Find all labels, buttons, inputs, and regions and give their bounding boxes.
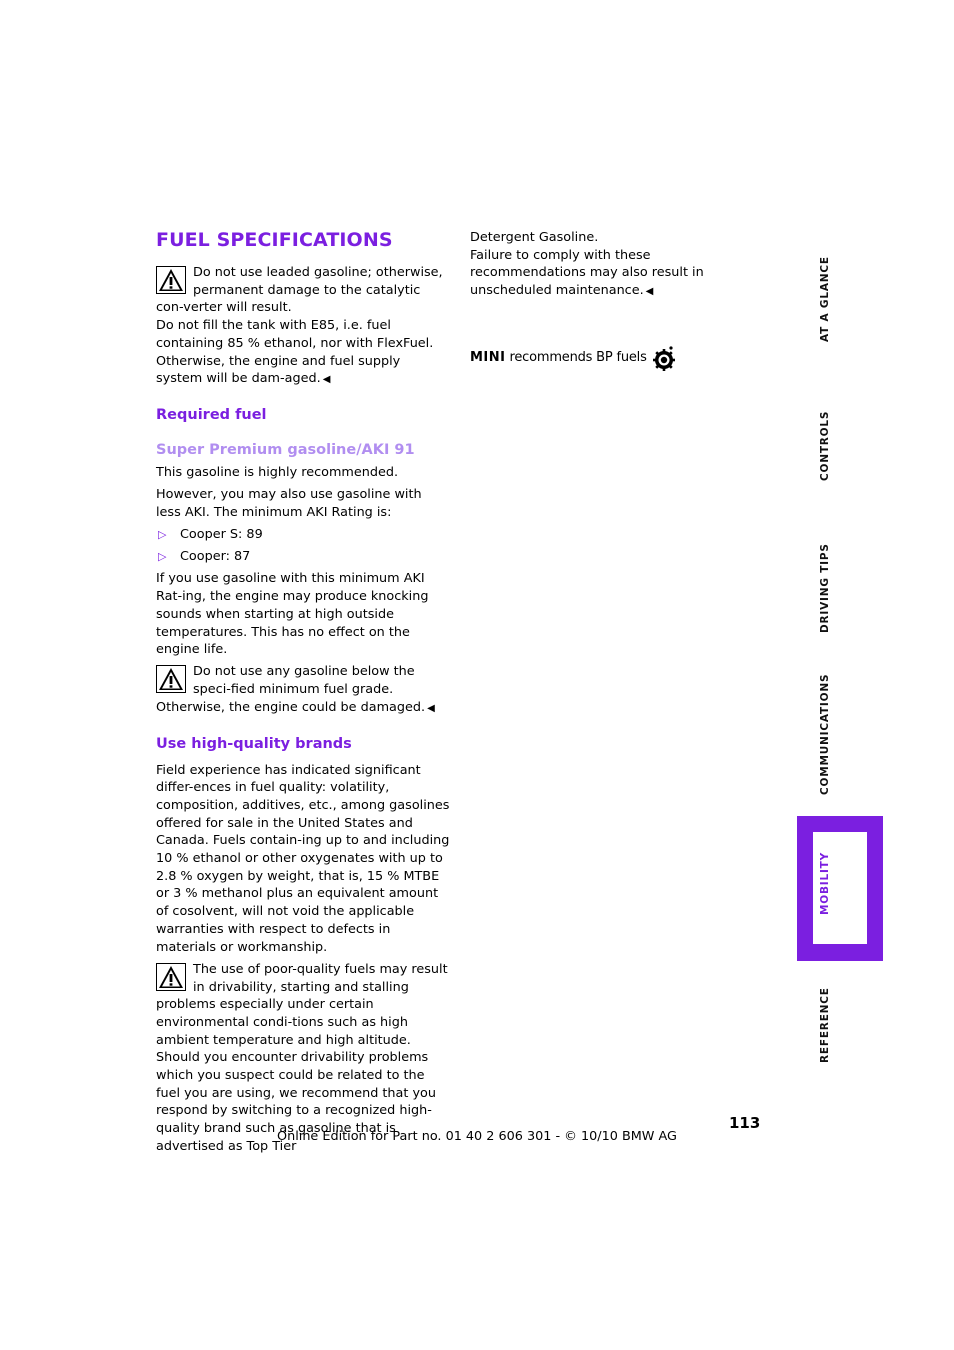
- list-item: ▷ Cooper S: 89: [158, 527, 263, 543]
- warning-leaded-fuel: [156, 264, 450, 389]
- warning-triangle-icon: [156, 963, 186, 991]
- tab-at-a-glance[interactable]: AT A GLANCE: [819, 256, 831, 342]
- warning-text: Should you encounter drivability problems which you suspect could be related to the fuel you are using, we recommend that you respond by switching to a recognized high-quality brand such as gasoline that is advertised as Top Tier: [156, 1050, 436, 1154]
- paragraph: This gasoline is highly recommended.: [156, 464, 399, 480]
- tab-mobility[interactable]: MOBILITY: [819, 851, 831, 915]
- warning-triangle-icon: [156, 665, 186, 693]
- footer: Online Edition for Part no. 01 40 2 606 301 - © 10/10 BMW AG: [277, 1129, 677, 1144]
- triangle-bullet-icon: ▷: [158, 528, 167, 542]
- warning-text: The use of poor-quality fuels may result in drivability, starting and stalling problems especially under certain environmental condi-tions such as high ambient temperature and high altitude.: [156, 961, 448, 1048]
- tab-communications[interactable]: COMMUNICATIONS: [819, 673, 831, 795]
- section-heading-brands: Use high-quality brands: [156, 735, 352, 752]
- tab-reference[interactable]: REFERENCE: [819, 987, 831, 1063]
- warning-minimum-grade: [156, 663, 450, 717]
- paragraph: Failure to comply with these recommendations may also result in unscheduled maintenance. ◀: [470, 247, 704, 299]
- warning-text: Do not fill the tank with E85, i.e. fuel containing 85 % ethanol, nor with FlexFuel. Otherwise, the engine and fuel supply system will be dam-aged.: [156, 318, 434, 387]
- list-item: ▷ Cooper: 87: [158, 549, 251, 565]
- section-heading-required-fuel: Required fuel: [156, 406, 267, 423]
- end-marker-icon: ◀: [322, 374, 331, 386]
- triangle-bullet-icon: ▷: [158, 550, 167, 564]
- aki-list: [156, 526, 450, 566]
- paragraph: Field experience has indicated significant differ-ences in fuel quality: volatility, composition, additives, etc., among gasolines offered for sale in the United States and Canada. Fuels contain-ing up to and including 10 % ethanol or other oxygenates with up to 2.8 % oxygen by weight, that is, 15 % MTBE or 3 % methanol plus an equivalent amount of cosolvent, will not void the applicable warranties with respect to defects in materials or workmanship.: [156, 762, 450, 955]
- warning-triangle-icon: [156, 266, 186, 294]
- mini-bp-logo: [470, 343, 770, 373]
- paragraph: However, you may also use gasoline with less AKI. The minimum AKI Rating is:: [156, 487, 422, 520]
- end-marker-icon: ◀: [645, 286, 654, 298]
- page-number: 113: [729, 1114, 761, 1132]
- page-title: FUEL SPECIFICATIONS: [156, 229, 393, 251]
- paragraph: If you use gasoline with this minimum AKI Rat-ing, the engine may produce knocking sounds when starting at high outside temperatures. This has no effect on the engine life.: [156, 571, 429, 658]
- warning-poor-quality-fuel: [156, 961, 450, 1156]
- warning-text: Do not use leaded gasoline; otherwise, permanent damage to the catalytic con-verter will result.: [156, 265, 443, 316]
- warning-text: Do not use any gasoline below the speci-fied minimum fuel grade. Otherwise, the engine could be damaged.: [156, 664, 426, 715]
- subheading-super-premium: Super Premium gasoline/AKI 91: [156, 441, 415, 458]
- logo-text: recommends BP fuels: [509, 349, 647, 365]
- end-marker-icon: ◀: [427, 702, 435, 714]
- tab-driving-tips[interactable]: DRIVING TIPS: [819, 543, 831, 633]
- left-column: [156, 228, 450, 1160]
- tab-mobility-active[interactable]: [797, 816, 883, 961]
- continued-text: Detergent Gasoline.: [470, 230, 599, 245]
- right-column: [470, 229, 770, 373]
- tab-controls[interactable]: CONTROLS: [819, 410, 831, 481]
- mini-brand: MINI: [470, 349, 506, 365]
- bp-helios-icon: [653, 345, 675, 371]
